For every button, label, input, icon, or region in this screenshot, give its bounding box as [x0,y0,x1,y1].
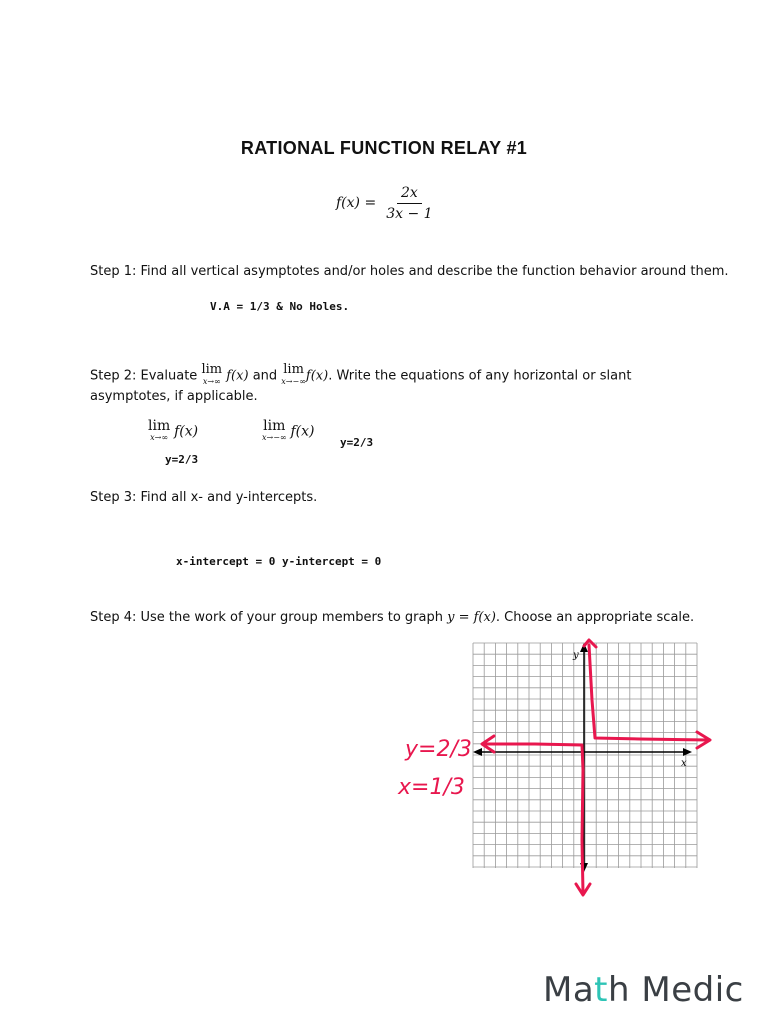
limit-word: lim [283,362,304,377]
function-numerator: 2x [397,185,422,204]
step2-suffix: . Write the equations of any horizontal or slant [328,368,632,384]
page-title: RATIONAL FUNCTION RELAY #1 [240,138,528,158]
y-axis-label: y [573,650,579,661]
limit-function: f(x) [174,423,199,440]
limit-function: f(x) [305,368,329,384]
limit-function: f(x) [290,423,315,440]
step2-prefix: Step 2: Evaluate [90,368,198,384]
logo-text-2: h Medic [608,970,744,1010]
limit-word: lim [263,418,286,434]
function-lhs: f(x) = [336,195,377,211]
step4-equation: y = f(x) [447,610,496,625]
step1-prompt: Step 1: Find all vertical asymptotes and/or holes and describe the function behavior around them. [90,264,729,279]
step2-line2: asymptotes, if applicable. [90,389,258,404]
limit-subscript: x→−∞ [262,433,287,442]
logo-text-t: t [594,970,609,1010]
handwritten-notes [397,737,472,800]
step4-prefix: Step 4: Use the work of your group members to graph [90,610,443,625]
step2-answer-pos: y=2/3 [165,453,199,466]
step3-answer: x-intercept = 0 y-intercept = 0 [176,555,382,568]
logo-text-1: Ma [543,970,595,1010]
limit-word: lim [201,362,223,377]
annotation-horizontal-asymptote: y=2/3 [405,737,472,762]
limit-subscript: x→∞ [202,377,221,386]
math-medic-logo [543,970,744,1010]
step1-answer: V.A = 1/3 & No Holes. [210,300,350,313]
limit-subscript: x→∞ [150,433,169,442]
limit-subscript: x→−∞ [281,377,306,386]
limit-function: f(x) [226,368,249,384]
curve-branch-right [589,645,707,740]
coordinate-grid [473,643,697,868]
x-axis-label: x [681,758,687,769]
step4-suffix: . Choose an appropriate scale. [495,610,695,625]
step3-prompt: Step 3: Find all x- and y-intercepts. [90,490,318,505]
step2-answer-neg: y=2/3 [340,436,374,449]
function-denominator: 3x − 1 [386,205,433,222]
annotation-vertical-asymptote: x=1/3 [398,775,465,800]
step2-and: and [252,368,278,384]
limit-word: lim [148,418,171,434]
